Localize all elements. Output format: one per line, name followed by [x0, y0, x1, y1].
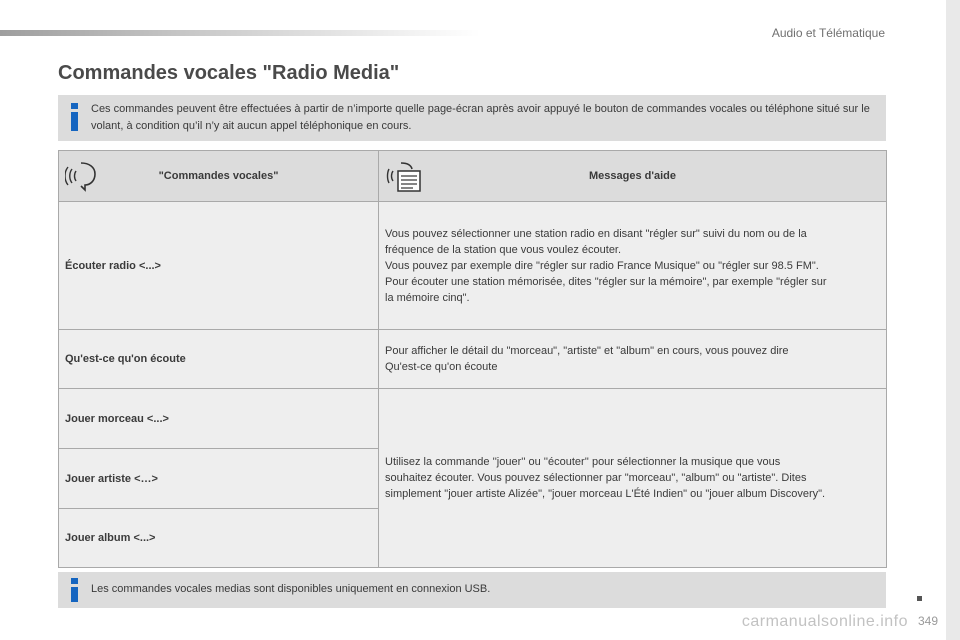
table-row — [59, 202, 887, 330]
table-header-row — [59, 151, 887, 202]
header-commands — [59, 151, 379, 202]
table-row — [59, 330, 887, 389]
help-line: Vous pouvez sélectionner une station radio en disant "régler sur" suivi du nom ou de la — [385, 227, 807, 240]
help-line: la mémoire cinq". — [385, 291, 470, 304]
info-box-bottom — [58, 572, 886, 608]
help-line: Vous pouvez par exemple dire "régler sur radio France Musique" ou "régler sur 98.5 FM". — [385, 259, 819, 272]
header-help — [379, 151, 887, 202]
command-cell: Écouter radio <...> — [59, 202, 379, 330]
command-cell: Jouer album <...> — [59, 509, 379, 568]
section-header: Audio et Télématique — [771, 26, 885, 40]
command-cell: Jouer morceau <...> — [59, 389, 379, 449]
page-number: 349 — [917, 614, 938, 628]
info-icon — [71, 578, 78, 602]
info-text: Ces commandes peuvent être effectuées à partir de n’importe quelle page-écran après avoir appuyé le bouton de commandes vocales ou téléphone situé sur le volant, à condition qu’il n’y ait aucun appel téléphonique en cours. — [91, 103, 870, 132]
info-box-top — [58, 95, 886, 141]
help-cell — [379, 202, 887, 330]
help-line: simplement "jouer artiste Alizée", "jouer morceau L'Été Indien" ou "jouer album Discovery". — [385, 488, 826, 500]
help-line: souhaitez écouter. Vous pouvez sélectionner par "morceau", "album" ou "artiste". Dites — [385, 472, 807, 484]
info-text: Les commandes vocales medias sont disponibles uniquement en connexion USB. — [91, 583, 491, 595]
command-cell: Qu'est-ce qu'on écoute — [59, 330, 379, 389]
help-cell — [379, 389, 887, 568]
page-marker — [917, 596, 922, 601]
watermark: carmanualsonline.info — [741, 613, 908, 630]
table-row — [59, 389, 887, 449]
header-help-label: Messages d'aide — [589, 170, 676, 182]
help-line: Qu'est-ce qu'on écoute — [385, 361, 498, 373]
header-commands-label: "Commandes vocales" — [158, 170, 279, 182]
info-icon — [71, 103, 78, 131]
voice-commands-table — [58, 150, 887, 568]
help-line: Utilisez la commande ''jouer'' ou ''écouter'' pour sélectionner la musique que vous — [385, 456, 781, 468]
help-line: Pour écouter une station mémorisée, dites "régler sur la mémoire", par exemple "régler sur — [385, 275, 827, 288]
help-line: fréquence de la station que vous voulez écouter. — [385, 243, 622, 256]
page-title: Commandes vocales "Radio Media" — [58, 62, 400, 84]
help-line: Pour afficher le détail du "morceau", "artiste" et "album" en cours, vous pouvez dire — [385, 345, 789, 357]
side-strip — [946, 0, 960, 640]
help-cell — [379, 330, 887, 389]
command-cell: Jouer artiste <…> — [59, 449, 379, 509]
header-gradient-bar — [0, 30, 480, 36]
